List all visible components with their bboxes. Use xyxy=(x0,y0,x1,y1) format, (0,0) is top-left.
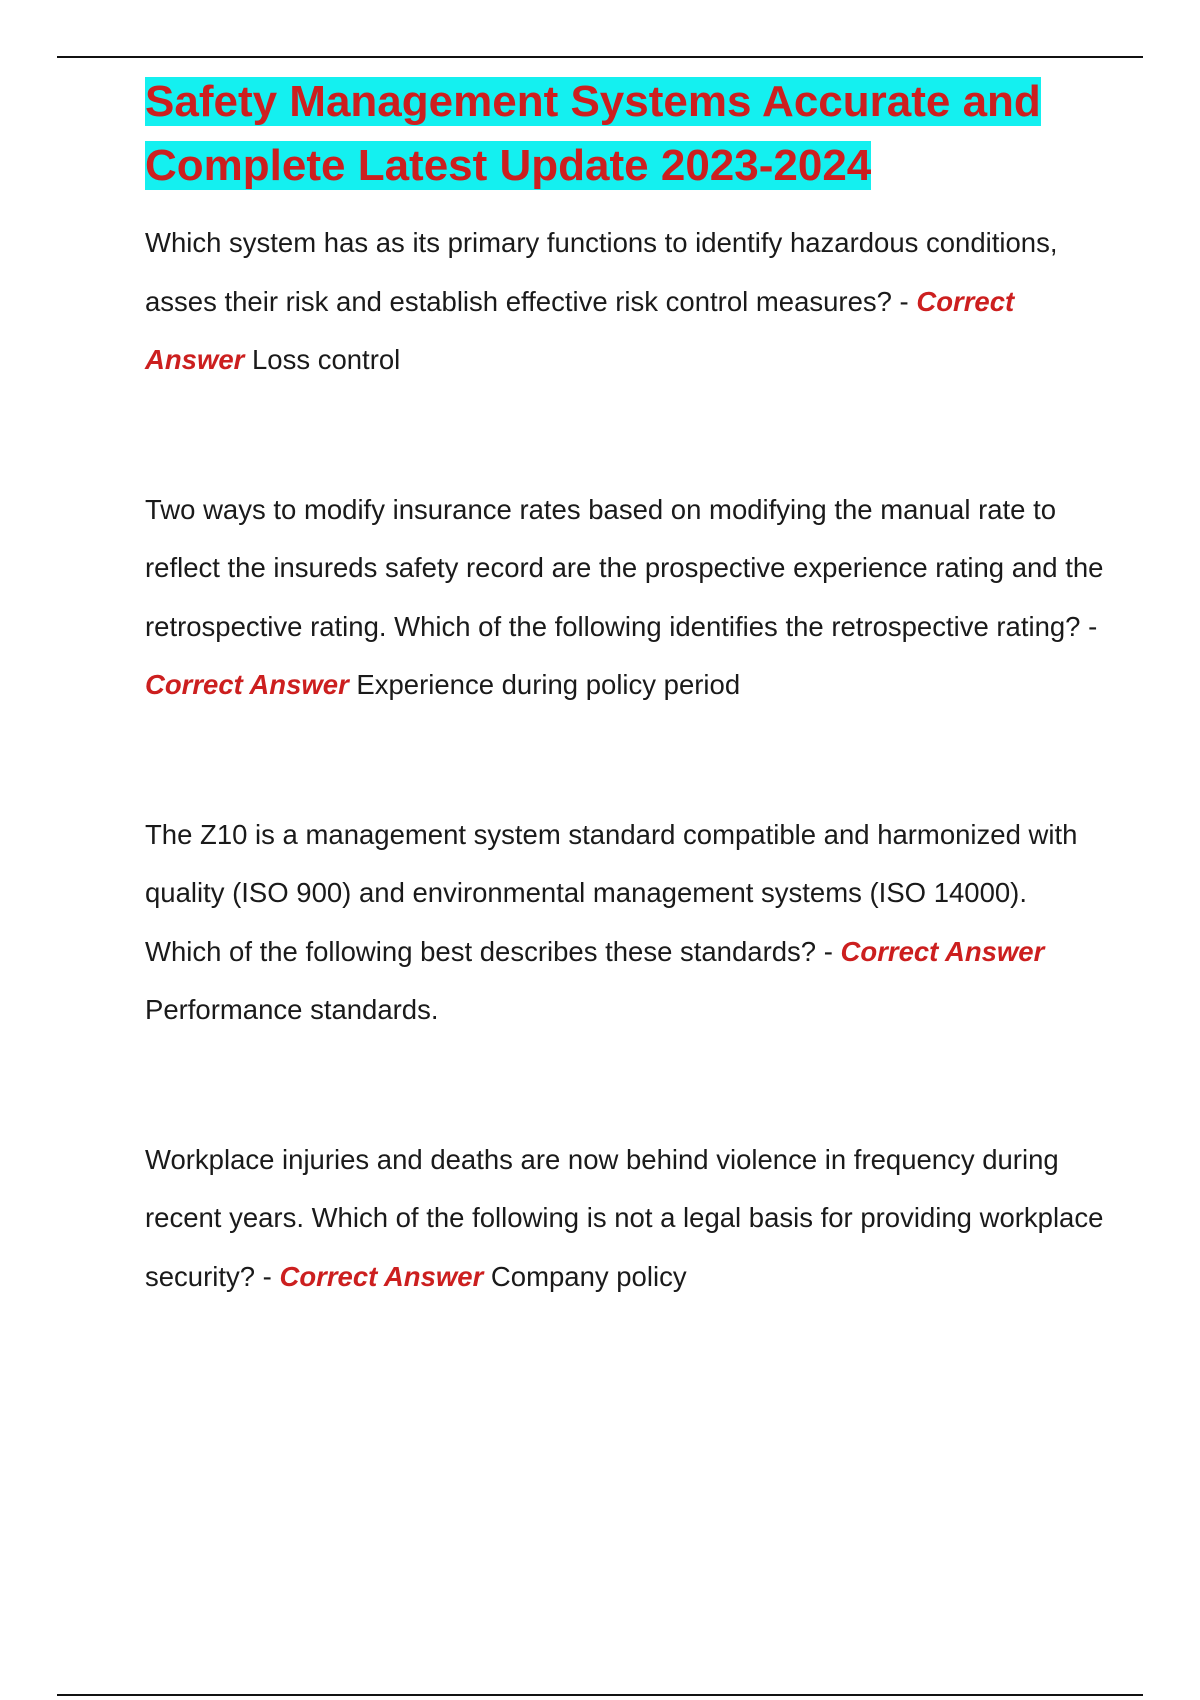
answer-separator: - xyxy=(1080,610,1098,642)
answer-text: Performance standards. xyxy=(145,994,439,1025)
answer-separator: - xyxy=(816,935,841,967)
answer-text: Experience during policy period xyxy=(356,669,741,700)
question-text: Workplace injuries and deaths are now behind violence in frequency during recent years. Which of the following is not a legal basis for providing workplace security? xyxy=(145,1143,1104,1292)
qa-item xyxy=(145,806,1105,1040)
qa-item xyxy=(145,214,1105,390)
qa-item xyxy=(145,481,1105,715)
answer-separator: - xyxy=(891,285,917,317)
qa-list xyxy=(145,214,1105,1306)
correct-answer-label: Correct Answer xyxy=(840,935,1045,967)
question-text: The Z10 is a management system standard compatible and harmonized with quality (ISO 900) and environmental management systems (ISO 14000). Which of the following best describes these standards? xyxy=(145,818,1078,967)
bottom-divider xyxy=(57,1694,1143,1696)
correct-answer-label: Correct Answer xyxy=(145,669,349,700)
title-highlight: Safety Management Systems Accurate and Complete Latest Update 2023-2024 xyxy=(145,77,1041,190)
answer-separator: - xyxy=(255,1260,280,1292)
correct-answer-label: Correct Answer xyxy=(145,285,1015,375)
document-title xyxy=(145,70,1105,198)
question-text: Two ways to modify insurance rates based on modifying the manual rate to reflect the insureds safety record are the prospective experience rating and the retrospective rating. Which of the following identifies the retrospective rating? xyxy=(145,493,1104,642)
document-page xyxy=(145,70,1105,1397)
top-divider xyxy=(57,56,1143,58)
correct-answer-label: Correct Answer xyxy=(279,1260,484,1292)
question-text: Which system has as its primary functions to identify hazardous conditions, asses their risk and establish effective risk control measures? xyxy=(145,227,1058,317)
answer-text: Loss control xyxy=(251,344,401,375)
answer-text: Company policy xyxy=(490,1260,687,1292)
qa-item xyxy=(145,1131,1105,1307)
